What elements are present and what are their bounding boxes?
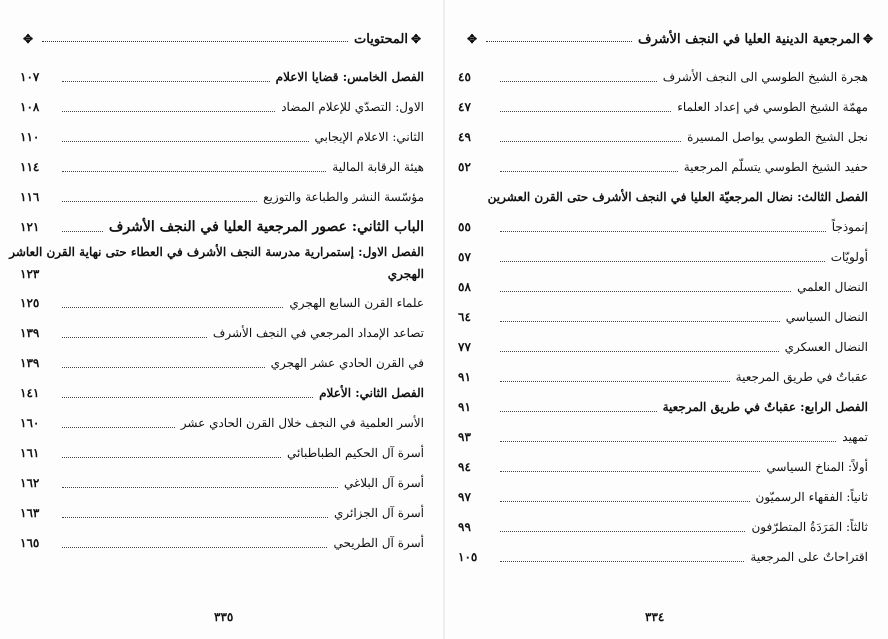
toc-entry-title: الفصل الخامس: قضايا الاعلام [275,70,424,84]
right-page [444,0,888,639]
toc-entry [20,528,424,558]
toc-chapter-entry [20,378,424,408]
toc-entry-page: ١١٠ [20,130,40,144]
toc-entry-title: أولويّات [830,250,868,264]
toc-entry-page: ١٦٢ [20,476,40,490]
dot-leader [62,201,257,202]
ornament-icon: ✥ [467,32,478,46]
left-page-number: ٣٣٥ [214,610,234,624]
toc-entry-page: ٧٧ [458,340,471,354]
toc-entry-title: مهمّة الشيخ الطوسي في إعداد العلماء [677,100,868,114]
toc-chapter-entry [9,242,424,288]
toc-entry [20,468,424,498]
toc-entry-title: تمهيد [842,430,868,444]
toc-entry-page: ١٣٩ [20,326,40,340]
toc-entry [458,122,868,152]
toc-entry [458,302,868,332]
toc-entry-title: هجرة الشيخ الطوسي الى النجف الأشرف [662,70,868,84]
toc-entry-page: ١١٦ [20,190,40,204]
dot-leader [62,307,283,308]
dot-leader [62,427,175,428]
toc-entry [458,242,868,272]
toc-entry-page: ١٢١ [20,220,40,234]
toc-entry [458,362,868,392]
toc-chapter-entry [458,392,868,422]
toc-entry-page: ٤٧ [458,100,471,114]
toc-entry-page: ٥٢ [458,160,471,174]
toc-entry-page: ١٦١ [20,446,40,460]
toc-entry [20,288,424,318]
dot-leader [500,171,678,172]
toc-entry-title: مؤسّسة النشر والطباعة والتوزيع [263,190,424,204]
toc-entry-title: أسرة آل البلاغي [343,476,424,490]
toc-entry-title: النضال العلمي [797,280,868,294]
toc-entry-page: ٩١ [458,400,471,414]
toc-entry-title: نجل الشيخ الطوسي يواصل المسيرة [687,130,868,144]
dot-leader [62,231,103,232]
toc-entry [458,152,868,182]
toc-entry [20,318,424,348]
ornament-icon: ✥ [862,32,873,46]
dot-leader [500,381,730,382]
dot-leader [500,471,760,472]
toc-entry-page: ٥٧ [458,250,471,264]
toc-entry [458,422,868,452]
dot-leader [500,531,745,532]
dot-leader [500,321,780,322]
dot-leader [62,397,313,398]
toc-entry-title: عقباتٌ في طريق المرجعية [735,370,868,384]
toc-entry-title: في القرن الحادي عشر الهجري [270,356,424,370]
toc-entry [458,332,868,362]
toc-entry-page: ١٦٣ [20,506,40,520]
dot-leader [62,517,328,518]
toc-entry-title: الباب الثاني: عصور المرجعية العليا في النجف الأشرف [108,219,424,235]
header-leader-line [486,41,632,42]
toc-part-heading [20,212,424,242]
toc-entry-title: الفصل الاول: إستمرارية مدرسة النجف الأشرف في العطاء حتى نهاية القرن العاشر [9,245,424,259]
toc-entry-page: ٤٩ [458,130,471,144]
left-toc [9,62,424,558]
toc-entry-title: ثانياً: الفقهاء الرسميّون [755,490,868,504]
toc-entry-title: اقتراحاتٌ على المرجعية [750,550,868,564]
toc-entry [20,408,424,438]
dot-leader [500,501,750,502]
toc-entry [20,122,424,152]
toc-entry-page: ٩٧ [458,490,471,504]
toc-entry-page: ١٢٣ [20,267,40,281]
toc-entry-page: ٦٤ [458,310,471,324]
toc-entry-title: أسرة آل الطريحي [333,536,424,550]
toc-entry [20,498,424,528]
dot-leader [62,111,275,112]
dot-leader [62,457,281,458]
dot-leader [500,261,825,262]
toc-entry [458,62,868,92]
left-header-title: المحتويات [354,31,408,47]
toc-entry-page: ١٠٧ [20,70,40,84]
toc-entry [458,452,868,482]
toc-entry-page: ١٣٩ [20,356,40,370]
dot-leader [500,81,657,82]
toc-entry [20,182,424,212]
dot-leader [62,171,326,172]
toc-entry-page: ١١٤ [20,160,40,174]
toc-entry-title-continued: الهجري [387,267,424,281]
toc-entry-page: ٩٤ [458,460,471,474]
toc-entry-title: تصاعد الإمداد المرجعي في النجف الأشرف [212,326,424,340]
dot-leader [500,231,826,232]
toc-entry-page: ٥٥ [458,220,471,234]
toc-entry-title: علماء القرن السابع الهجري [289,296,424,310]
toc-entry [20,438,424,468]
toc-entry [458,212,868,242]
dot-leader [500,441,836,442]
toc-entry-title: ثالثاً: المَرَدَةُ المتطرّفون [751,520,868,534]
toc-entry-title: الاول: التصدّي للإعلام المضاد [281,100,424,114]
toc-entry-title: الفصل الثاني: الأعلام [319,386,424,400]
ornament-icon: ✥ [23,32,34,46]
dot-leader [62,487,338,488]
toc-entry-title: الثاني: الاعلام الإيجابي [314,130,424,144]
toc-entry-title: حفيد الشيخ الطوسي يتسلّم المرجعية [683,160,868,174]
right-running-header [464,28,876,50]
toc-entry-page: ١٦٥ [20,536,40,550]
toc-entry-title: أسرة آل الجزائري [333,506,424,520]
toc-entry [458,272,868,302]
toc-entry-title: أسرة آل الحكيم الطباطبائي [286,446,424,460]
toc-entry-page: ٥٨ [458,280,471,294]
toc-entry-title: إنموذجاً [831,220,868,234]
right-toc [458,62,868,572]
dot-leader [500,141,681,142]
toc-entry-page: ٤٥ [458,70,471,84]
right-header-title: المرجعية الدينية العليا في النجف الأشرف [638,31,860,47]
dot-leader [62,337,207,338]
toc-entry [20,92,424,122]
toc-entry-page: ٩٩ [458,520,471,534]
toc-entry-title: هيئة الرقابة المالية [332,160,424,174]
ornament-icon: ✥ [410,32,421,46]
dot-leader [62,547,327,548]
toc-entry [20,62,424,92]
toc-entry-page: ١٤١ [20,386,40,400]
right-page-number: ٣٣٤ [645,610,665,624]
toc-entry [20,152,424,182]
toc-entry-title: أولاً: المناخ السياسي [766,460,868,474]
toc-entry-title: الفصل الرابع: عقباتٌ في طريق المرجعية [662,400,868,414]
toc-entry-page: ٩١ [458,370,471,384]
toc-entry-page: ١٠٨ [20,100,40,114]
dot-leader [62,141,309,142]
toc-entry-title: النضال العسكري [784,340,868,354]
dot-leader [62,367,265,368]
header-leader-line [42,41,348,42]
dot-leader [500,351,779,352]
toc-entry-page: ٩٣ [458,430,471,444]
toc-entry-title: الأسر العلمية في النجف خلال القرن الحادي عشر [180,416,424,430]
dot-leader [500,291,791,292]
dot-leader [500,561,744,562]
toc-entry-page: ١٠٥ [458,550,478,564]
toc-entry-page: ١٢٥ [20,296,40,310]
toc-entry [458,542,868,572]
dot-leader [500,411,657,412]
toc-entry-title: الفصل الثالث: نضال المرجعيّة العليا في النجف الأشرف حتى القرن العشرين [487,190,868,204]
dot-leader [62,81,270,82]
toc-entry [458,92,868,122]
toc-entry [458,482,868,512]
toc-entry-page: ١٦٠ [20,416,40,430]
dot-leader [500,111,671,112]
toc-entry-title: النضال السياسي [785,310,868,324]
toc-entry [458,512,868,542]
toc-entry [20,348,424,378]
left-running-header [20,28,424,50]
toc-chapter-heading [458,182,868,212]
